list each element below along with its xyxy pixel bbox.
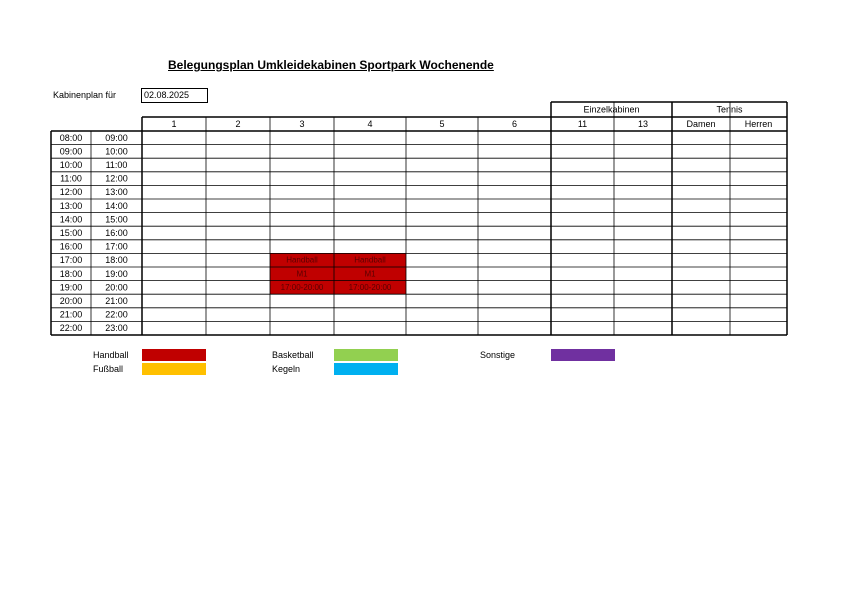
date-field[interactable]: 02.08.2025 <box>141 88 208 103</box>
column-header-11: 11 <box>577 119 588 129</box>
time-from: 18:00 <box>59 268 83 279</box>
time-from: 20:00 <box>59 296 83 306</box>
time-to: 09:00 <box>105 132 128 143</box>
column-header-herren: Herren <box>744 119 773 129</box>
time-to: 14:00 <box>105 200 128 211</box>
time-from: 09:00 <box>59 146 83 157</box>
booking-text: M1 <box>296 269 308 279</box>
legend-label: Basketball <box>272 350 314 360</box>
column-header-1: 1 <box>171 119 177 129</box>
date-label: Kabinenplan für <box>53 90 117 100</box>
time-to: 11:00 <box>105 160 128 170</box>
column-header-damen: Damen <box>686 119 716 129</box>
time-from: 08:00 <box>59 132 83 143</box>
time-to: 13:00 <box>105 187 128 198</box>
legend-label: Kegeln <box>272 364 301 374</box>
legend-label: Handball <box>93 350 129 360</box>
legend-label: Sonstige <box>480 350 516 360</box>
legend-swatch <box>334 349 398 361</box>
legend-label: Fußball <box>93 364 124 374</box>
column-header-5: 5 <box>439 119 445 129</box>
time-to: 20:00 <box>105 282 128 293</box>
group-header-einzelkabinen: Einzelkabinen <box>583 104 640 115</box>
time-to: 19:00 <box>105 268 128 279</box>
time-to: 17:00 <box>105 241 128 252</box>
time-to: 15:00 <box>105 214 128 225</box>
column-header-4: 4 <box>367 119 373 129</box>
time-to: 23:00 <box>105 323 128 334</box>
column-header-6: 6 <box>511 119 518 129</box>
time-from: 16:00 <box>59 241 83 252</box>
legend-swatch <box>334 363 398 375</box>
time-from: 21:00 <box>59 309 83 320</box>
time-from: 10:00 <box>59 160 83 170</box>
time-to: 10:00 <box>105 146 128 157</box>
time-from: 14:00 <box>59 214 83 225</box>
legend-swatch <box>142 349 206 361</box>
column-header-3: 3 <box>299 119 305 129</box>
legend-swatch <box>551 349 615 361</box>
column-header-13: 13 <box>637 119 649 129</box>
group-header-tennis: Tennis <box>716 104 743 115</box>
column-header-2: 2 <box>235 119 241 129</box>
time-to: 12:00 <box>105 173 128 184</box>
booking-text: Handball <box>286 255 318 265</box>
time-from: 15:00 <box>59 228 83 238</box>
time-from: 12:00 <box>59 187 83 198</box>
booking-text: 17:00-20:00 <box>348 282 392 292</box>
time-from: 17:00 <box>59 255 83 266</box>
legend-swatch <box>142 363 206 375</box>
time-from: 22:00 <box>59 323 83 334</box>
booking-text: Handball <box>354 255 386 265</box>
page-title: Belegungsplan Umkleidekabinen Sportpark Wochenende <box>168 58 494 72</box>
time-from: 19:00 <box>59 282 83 293</box>
time-to: 18:00 <box>105 255 128 266</box>
time-from: 11:00 <box>60 173 82 184</box>
time-to: 16:00 <box>105 228 128 238</box>
time-from: 13:00 <box>59 200 83 211</box>
booking-text: 17:00-20:00 <box>280 282 324 292</box>
time-to: 22:00 <box>105 309 128 320</box>
booking-text: M1 <box>364 269 376 279</box>
time-to: 21:00 <box>105 296 128 306</box>
